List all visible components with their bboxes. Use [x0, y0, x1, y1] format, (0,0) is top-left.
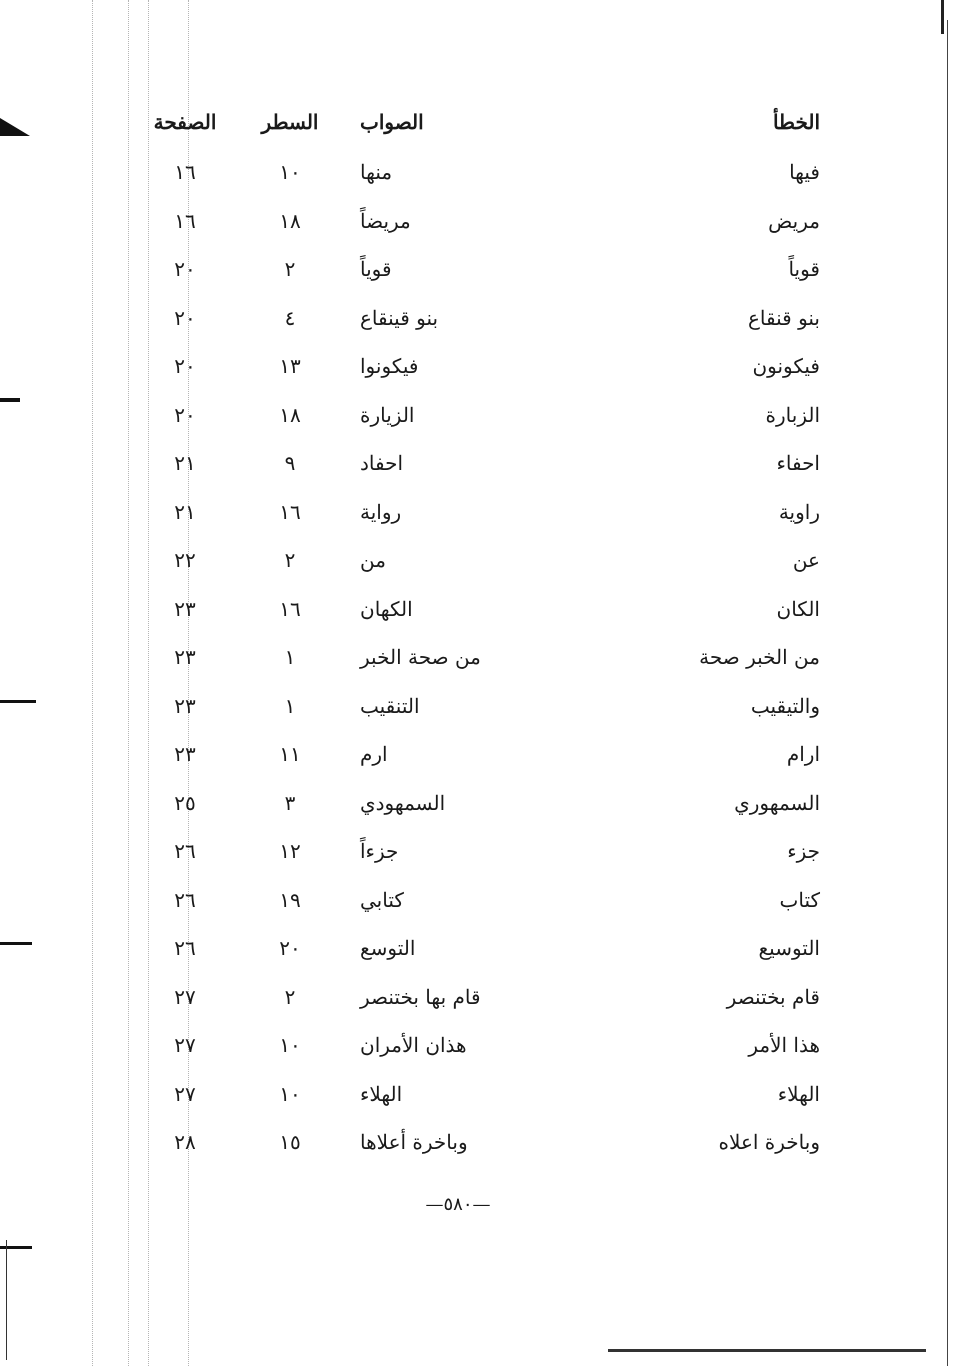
cell-correct: بنو قينقاع — [360, 305, 439, 330]
cell-page: ٢٣ — [174, 742, 196, 767]
cell-line: ٢ — [284, 548, 296, 573]
cell-line: ١٠ — [279, 1081, 301, 1106]
cell-correct: احفاد — [360, 451, 404, 476]
table-row — [130, 488, 820, 537]
cell-error: عن — [792, 548, 820, 573]
scan-edge-mark — [0, 398, 20, 402]
table-row — [130, 779, 820, 828]
cell-page: ٢٣ — [174, 645, 196, 670]
scan-edge-mark — [0, 700, 36, 703]
cell-line: ٢ — [284, 257, 296, 282]
cell-error: من الخبر صحة — [699, 645, 820, 670]
cell-correct: التوسع — [360, 936, 416, 961]
cell-correct: ارم — [360, 742, 388, 767]
cell-error: قوياً — [788, 257, 820, 282]
cell-page: ٢٠ — [174, 402, 196, 427]
cell-page: ٢٧ — [174, 1081, 196, 1106]
scan-edge-line — [947, 20, 948, 1366]
table-row — [130, 682, 820, 731]
table-row — [130, 633, 820, 682]
cell-line: ١٦ — [279, 596, 301, 621]
header-line: السطر — [261, 110, 319, 134]
cell-error: الكان — [776, 596, 820, 621]
cell-error: السمهوري — [734, 790, 820, 815]
cell-error: احفاء — [776, 451, 820, 476]
table-row — [130, 148, 820, 197]
table-row — [130, 1021, 820, 1070]
cell-error: جزء — [787, 839, 820, 864]
cell-page: ٢٦ — [174, 887, 196, 912]
cell-correct: الهلاء — [360, 1081, 403, 1106]
cell-correct: منها — [360, 160, 393, 185]
cell-page: ٢٠ — [174, 257, 196, 282]
table-row — [130, 876, 820, 925]
cell-correct: قام بها بختنصر — [360, 984, 481, 1009]
cell-line: ١٢ — [279, 839, 301, 864]
errata-table — [130, 96, 820, 1167]
cell-line: ١٩ — [279, 887, 301, 912]
cell-line: ١٠ — [279, 1033, 301, 1058]
cell-page: ٢٣ — [174, 693, 196, 718]
cell-error: الهلاء — [777, 1081, 820, 1106]
cell-correct: من — [360, 548, 386, 573]
table-row — [130, 391, 820, 440]
cell-line: ٣ — [284, 790, 296, 815]
cell-correct: السمهودي — [360, 790, 446, 815]
cell-line: ١٥ — [279, 1130, 301, 1155]
cell-page: ٢٠ — [174, 305, 196, 330]
cell-line: ٩ — [284, 451, 296, 476]
table-row — [130, 1118, 820, 1167]
header-row — [130, 96, 820, 148]
cell-correct: فيكونوا — [360, 354, 419, 379]
header-error: الخطأ — [772, 110, 820, 134]
cell-correct: الكهان — [360, 596, 413, 621]
cell-error: راوية — [778, 499, 820, 524]
table-row — [130, 245, 820, 294]
table-row — [130, 342, 820, 391]
cell-correct: قوياً — [360, 257, 392, 282]
cell-error: التوسيع — [758, 936, 820, 961]
scan-edge-mark — [0, 1246, 32, 1249]
cell-error: مريض — [768, 208, 820, 233]
cell-correct: رواية — [360, 499, 402, 524]
cell-error: ارام — [786, 742, 820, 767]
table-row — [130, 730, 820, 779]
cell-error: قام بختنصر — [726, 984, 820, 1009]
cell-correct: جزءاً — [360, 839, 399, 864]
cell-page: ٢٣ — [174, 596, 196, 621]
cell-page: ٢٧ — [174, 984, 196, 1009]
cell-page: ٢٧ — [174, 1033, 196, 1058]
cell-page: ٢٢ — [174, 548, 196, 573]
cell-correct: وباخرة أعلاها — [360, 1130, 468, 1155]
cell-line: ١٨ — [279, 208, 301, 233]
scan-dotted-line — [92, 0, 93, 1366]
table-row — [130, 536, 820, 585]
cell-line: ١١ — [279, 742, 301, 767]
cell-line: ٢٠ — [279, 936, 301, 961]
header-page: الصفحة — [153, 110, 217, 134]
cell-correct: هذان الأمران — [360, 1033, 467, 1058]
cell-line: ٤ — [284, 305, 296, 330]
cell-correct: التنقيب — [360, 693, 420, 718]
table-row — [130, 1070, 820, 1119]
cell-line: ١٦ — [279, 499, 301, 524]
table-row — [130, 439, 820, 488]
scan-dotted-line — [128, 0, 129, 1366]
cell-error: وباخرة اعلاه — [718, 1130, 820, 1155]
table-row — [130, 973, 820, 1022]
cell-line: ١٨ — [279, 402, 301, 427]
scan-edge-mark — [941, 0, 944, 34]
errata-rows — [130, 148, 820, 1167]
cell-page: ٢٠ — [174, 354, 196, 379]
cell-correct: من صحة الخبر — [360, 645, 481, 670]
table-row — [130, 294, 820, 343]
cell-page: ٢٥ — [174, 790, 196, 815]
cell-correct: كتابي — [360, 887, 404, 912]
cell-page: ٢١ — [174, 499, 196, 524]
cell-page: ٢٦ — [174, 936, 196, 961]
cell-line: ١ — [284, 693, 296, 718]
cell-error: فيها — [789, 160, 820, 185]
cell-page: ٢٨ — [174, 1130, 196, 1155]
page-number: —٥٨٠— — [425, 1194, 491, 1215]
table-row — [130, 827, 820, 876]
cell-correct: الزيارة — [360, 402, 415, 427]
cell-correct: مريضاً — [360, 208, 411, 233]
table-row — [130, 197, 820, 246]
cell-page: ٢١ — [174, 451, 196, 476]
scan-corner-mark — [0, 118, 30, 136]
cell-error: الزبارة — [765, 402, 820, 427]
cell-page: ١٦ — [174, 160, 196, 185]
cell-line: ١٣ — [279, 354, 301, 379]
scan-edge-mark — [0, 942, 32, 945]
cell-error: كتاب — [779, 887, 820, 912]
cell-page: ٢٦ — [174, 839, 196, 864]
cell-line: ١٠ — [279, 160, 301, 185]
table-row — [130, 585, 820, 634]
header-correct: الصواب — [360, 110, 424, 134]
cell-page: ١٦ — [174, 208, 196, 233]
cell-error: فيكونون — [752, 354, 820, 379]
cell-error: بنو قنقاع — [747, 305, 820, 330]
cell-line: ١ — [284, 645, 296, 670]
scan-edge-line — [6, 1240, 7, 1360]
cell-error: والتيقيب — [750, 693, 820, 718]
table-row — [130, 924, 820, 973]
scan-edge-line — [608, 1349, 926, 1352]
cell-error: هذا الأمر — [748, 1033, 820, 1058]
cell-line: ٢ — [284, 984, 296, 1009]
